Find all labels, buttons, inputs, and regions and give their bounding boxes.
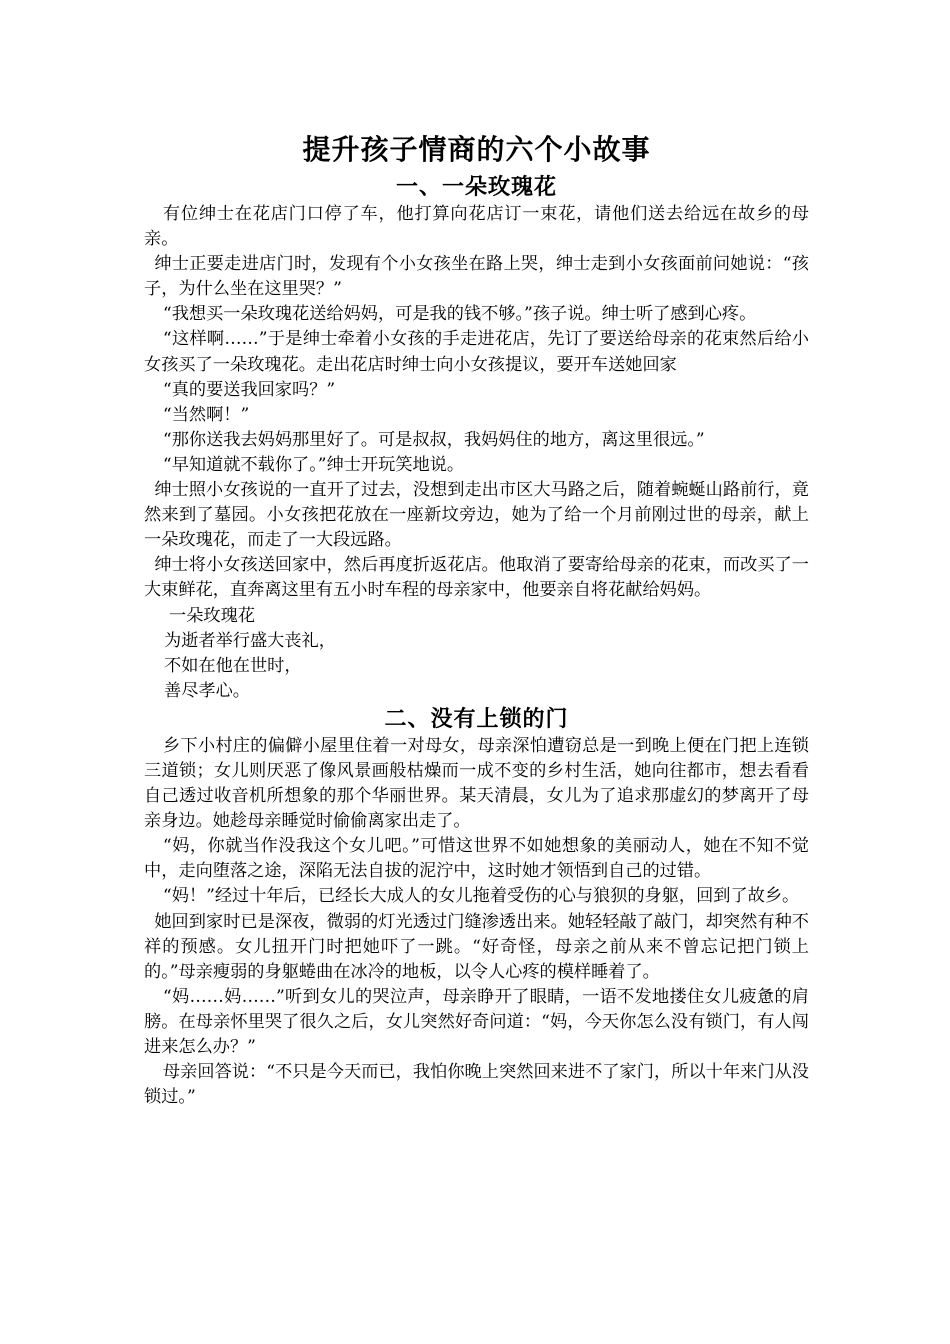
story1-paragraph: “这样啊……”于是绅士牵着小女孩的手走进花店，先订了要送给母亲的花束然后给小女孩买了一朵玫瑰花。走出花店时绅士向小女孩提议，要开车送她回家: [144, 329, 809, 375]
story2-paragraph: 她回到家时已是深夜，微弱的灯光透过门缝渗透出来。她轻轻敲了敲门，却突然有种不祥的预感。女儿扭开门时把她吓了一跳。“好奇怪，母亲之前从来不曾忘记把门锁上的。”母亲瘦弱的身躯蜷曲在冰冷的地板，以令人心疼的模样睡着了。: [144, 911, 809, 982]
story1-paragraph: 有位绅士在花店门口停了车，他打算向花店订一束花，请他们送去给远在故乡的母亲。: [144, 204, 809, 250]
story1-verse-line: 为逝者举行盛大丧礼，: [164, 630, 336, 651]
document-page: [144, 128, 809, 1110]
story2-paragraph: “妈……妈……”听到女儿的哭泣声，母亲睁开了眼睛，一语不发地搂住女儿疲惫的肩膀。在母亲怀里哭了很久之后，女儿突然好奇问道：“妈，今天你怎么没有锁门，有人闯进来怎么办？”: [144, 986, 809, 1057]
story1-verse-line: 不如在他在世时，: [164, 655, 302, 676]
story1-paragraph: “我想买一朵玫瑰花送给妈妈，可是我的钱不够。”孩子说。绅士听了感到心疼。: [162, 304, 757, 325]
document-title: 提升孩子情商的六个小故事: [302, 133, 651, 166]
story1-paragraph: “真的要送我回家吗？”: [162, 379, 336, 400]
story1-paragraph: 绅士将小女孩送回家中，然后再度折返花店。他取消了要寄给母亲的花束，而改买了一大束鲜花，直奔离这里有五小时车程的母亲家中，他要亲自将花献给妈妈。: [144, 555, 809, 601]
story1-paragraph: “当然啊！”: [162, 404, 250, 425]
story1-paragraph: “早知道就不载你了。”绅士开玩笑地说。: [162, 454, 465, 475]
story2-paragraph: “妈，你就当作没我这个女儿吧。”可惜这世界不如她想象的美丽动人，她在不知不觉中，走向堕落之途，深陷无法自拔的泥泞中，这时她才领悟到自己的过错。: [144, 836, 809, 882]
story2-paragraph: 母亲回答说：“不只是今天而已，我怕你晚上突然回来进不了家门，所以十年来门从没锁过。”: [144, 1062, 809, 1108]
story1-verse-line: 善尽孝心。: [164, 680, 250, 701]
story1-paragraph: “那你送我去妈妈那里好了。可是叔叔，我妈妈住的地方，离这里很远。”: [162, 429, 705, 450]
story1-paragraph: 绅士正要走进店门时，发现有个小女孩坐在路上哭，绅士走到小女孩面前问她说：“孩子，为什么坐在这里哭？”: [144, 254, 809, 300]
story1-paragraph: 绅士照小女孩说的一直开了过去，没想到走出市区大马路之后，随着蜿蜒山路前行，竟然来到了墓园。小女孩把花放在一座新坟旁边，她为了给一个月前刚过世的母亲，献上一朵玫瑰花，而走了一大段远路。: [144, 480, 809, 551]
story1-verse-line: 一朵玫瑰花: [169, 605, 255, 626]
story2-heading: 二、没有上锁的门: [384, 705, 569, 732]
story2-paragraph: 乡下小村庄的偏僻小屋里住着一对母女，母亲深怕遭窃总是一到晚上便在门把上连锁三道锁；女儿则厌恶了像风景画般枯燥而一成不变的乡村生活，她向往都市，想去看看自己透过收音机所想象的那个华丽世界。某天清晨，女儿为了追求那虚幻的梦离开了母亲身边。她趁母亲睡觉时偷偷离家出走了。: [144, 735, 809, 832]
story1-heading: 一、一朵玫瑰花: [395, 174, 557, 200]
story2-paragraph: “妈！”经过十年后，已经长大成人的女儿拖着受伤的心与狼狈的身躯，回到了故乡。: [162, 886, 800, 907]
